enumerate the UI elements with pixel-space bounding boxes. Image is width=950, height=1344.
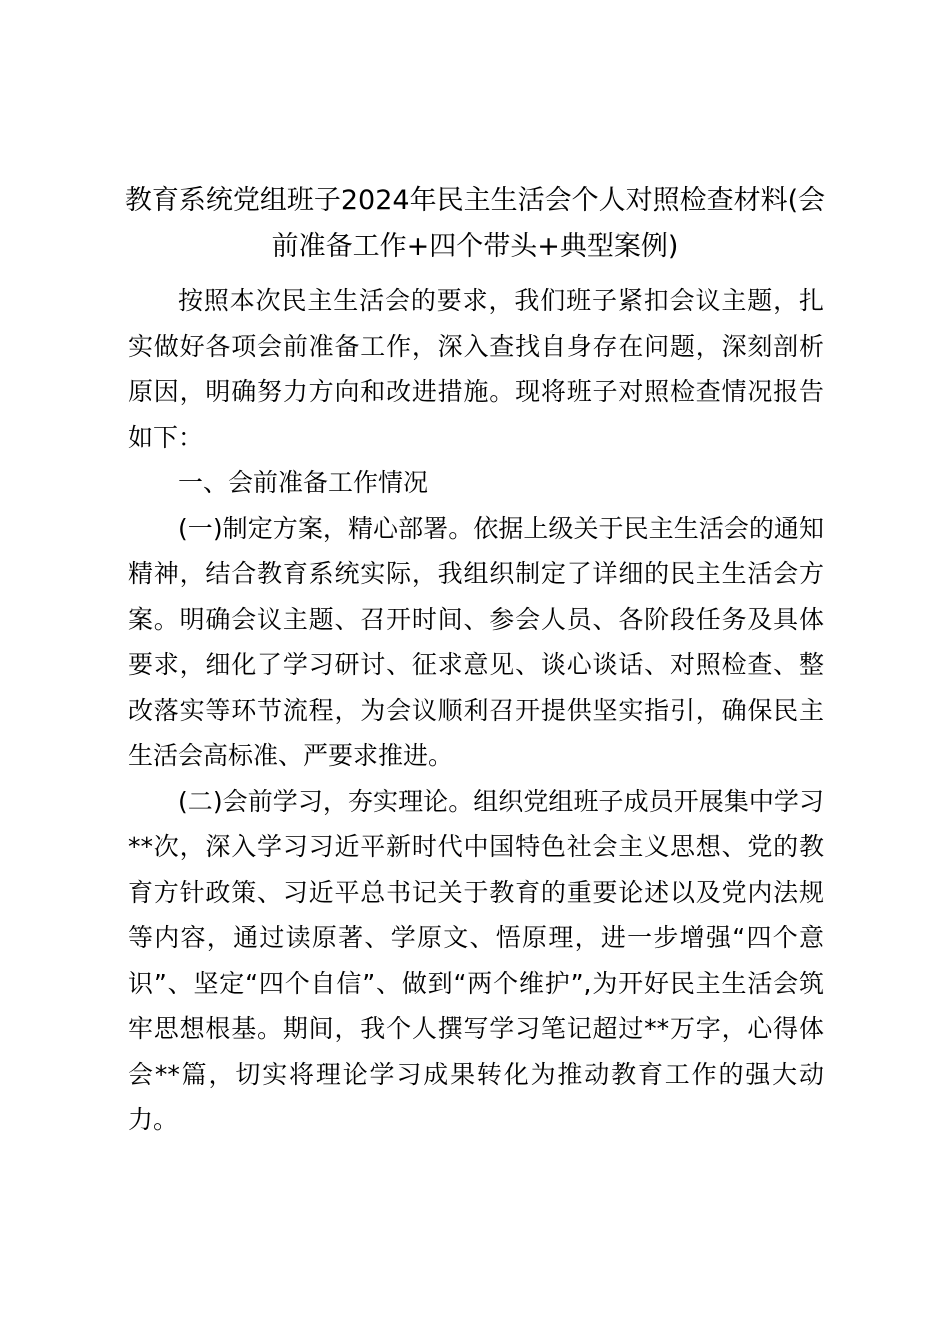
- paragraph-study: (二)会前学习，夯实理论。组织党组班子成员开展集中学习**次，深入学习习近平新时代中国特色社会主义思想、党的教育方针政策、习近平总书记关于教育的重要论述以及党内法规等内容，通过读原著、学原文、悟原理，进一步增强“四个意识”、坚定“四个自信”、做到“两个维护”,为开好民主生活会筑牢思想根基。期间，我个人撰写学习笔记超过**万字，心得体会**篇，切实将理论学习成果转化为推动教育工作的强大动力。: [128, 786, 824, 1134]
- section-heading: 一、会前准备工作情况: [178, 468, 429, 497]
- paragraph-plan: (一)制定方案，精心部署。依据上级关于民主生活会的通知精神，结合教育系统实际，我组织制定了详细的民主生活会方案。明确会议主题、召开时间、参会人员、各阶段任务及具体要求，细化了学习研讨、征求意见、谈心谈话、对照检查、整改落实等环节流程，为会议顺利召开提供坚实指引，确保民主生活会高标准、严要求推进。: [128, 513, 824, 770]
- document-title: 教育系统党组班子2024年民主生活会个人对照检查材料(会前准备工作+四个带头+典型案例): [124, 185, 826, 262]
- document-body: [128, 278, 824, 1143]
- intro-paragraph: 按照本次民主生活会的要求，我们班子紧扣会议主题，扎实做好各项会前准备工作，深入查找自身存在问题，深刻剖析原因，明确努力方向和改进措施。现将班子对照检查情况报告如下：: [128, 286, 824, 452]
